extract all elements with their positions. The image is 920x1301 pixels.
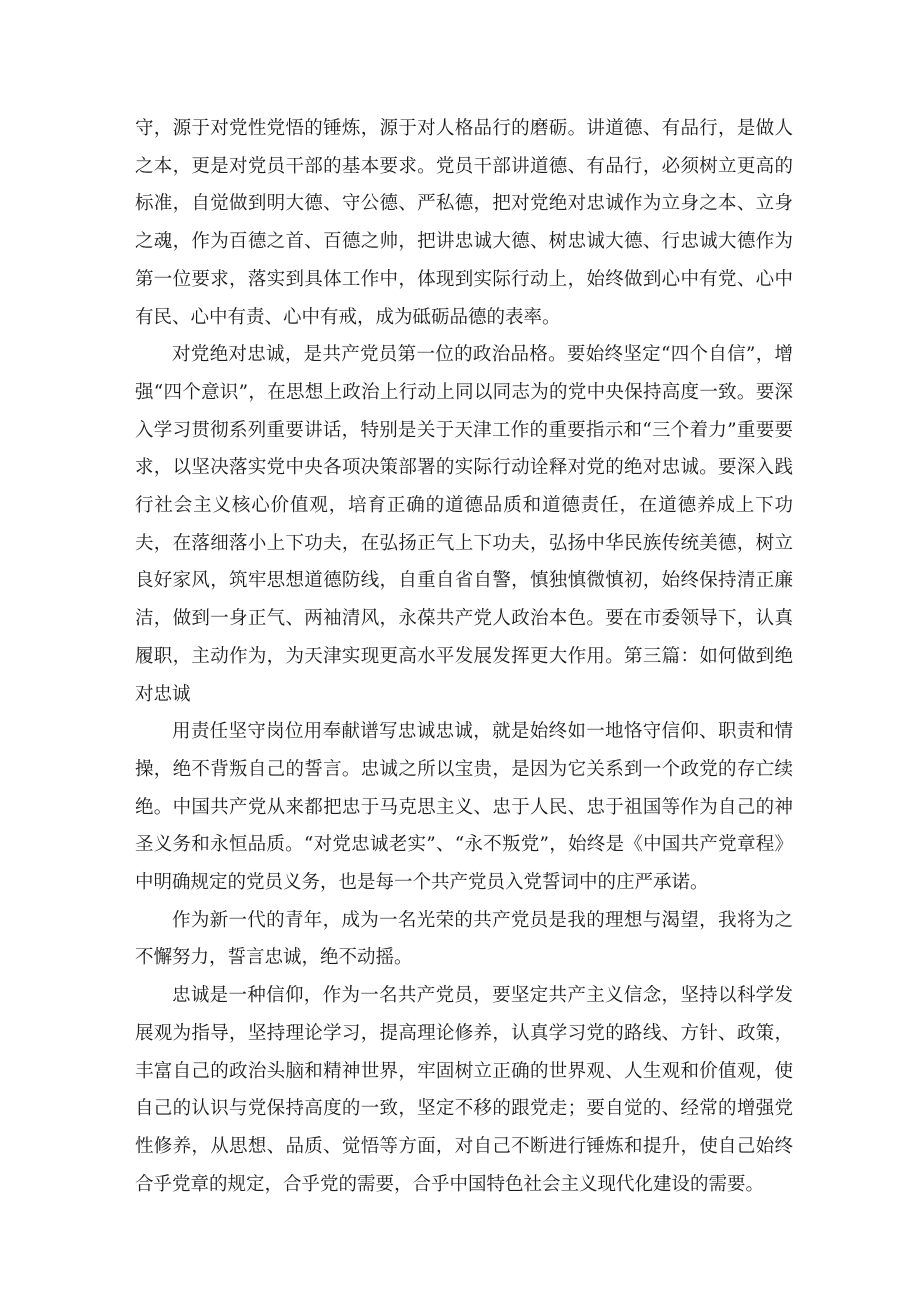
- paragraph-3: 用责任坚守岗位用奉献谱写忠诚忠诚，就是始终如一地恪守信仰、职责和情操，绝不背叛自己的誓言。忠诚之所以宝贵，是因为它关系到一个政党的存亡续绝。中国共产党从来都把忠于马克思主义、忠于人民、忠于祖国等作为自己的神圣义务和永恒品质。“对党忠诚老实”、“永不叛党”，始终是《中国共产党章程》中明确规定的党员义务，也是每一个共产党员入党誓词中的庄严承诺。: [135, 721, 793, 894]
- paragraph-1: 守，源于对党性党悟的锤炼，源于对人格品行的磨砺。讲道德、有品行，是做人之本，更是对党员干部的基本要求。党员干部讲道德、有品行，必须树立更高的标准，自觉做到明大德、守公德、严私德，把对党绝对忠诚作为立身之本、立身之魂，作为百德之首、百德之帅，把讲忠诚大德、树忠诚大德、行忠诚大德作为第一位要求，落实到具体工作中，体现到实际行动上，始终做到心中有党、心中有民、心中有责、心中有戒，成为砥砺品德的表率。: [135, 118, 793, 328]
- paragraph-2: 对党绝对忠诚，是共产党员第一位的政治品格。要始终坚定“四个自信”，增强“四个意识”，在思想上政治上行动上同以同志为的党中央保持高度一致。要深入学习贯彻系列重要讲话，特别是关于天津工作的重要指示和“三个着力”重要要求，以坚决落实党中央各项决策部署的实际行动诠释对党的绝对忠诚。要深入践行社会主义核心价值观，培育正确的道德品质和道德责任，在道德养成上下功夫，在落细落小上下功夫，在弘扬正气上下功夫，弘扬中华民族传统美德，树立良好家风，筑牢思想道德防线，自重自省自警，慎独慎微慎初，始终保持清正廉洁，做到一身正气、两袖清风，永葆共产党人政治本色。要在市委领导下，认真履职，主动作为，为天津实现更高水平发展发挥更大作用。第三篇：如何做到绝对忠诚: [135, 344, 793, 705]
- document-body: [135, 110, 793, 1203]
- paragraph-5: 忠诚是一种信仰，作为一名共产党员，要坚定共产主义信念，坚持以科学发展观为指导，坚持理论学习，提高理论修养，认真学习党的路线、方针、政策，丰富自己的政治头脑和精神世界，牢固树立正确的世界观、人生观和价值观，使自己的认识与党保持高度的一致，坚定不移的跟党走；要自觉的、经常的增强党性修养，从思想、品质、觉悟等方面，对自己不断进行锤炼和提升，使自己始终合乎党章的规定，合乎党的需要，合乎中国特色社会主义现代化建设的需要。: [135, 985, 793, 1195]
- paragraph-4: 作为新一代的青年，成为一名光荣的共产党员是我的理想与渴望，我将为之不懈努力，誓言忠诚，绝不动摇。: [135, 909, 793, 969]
